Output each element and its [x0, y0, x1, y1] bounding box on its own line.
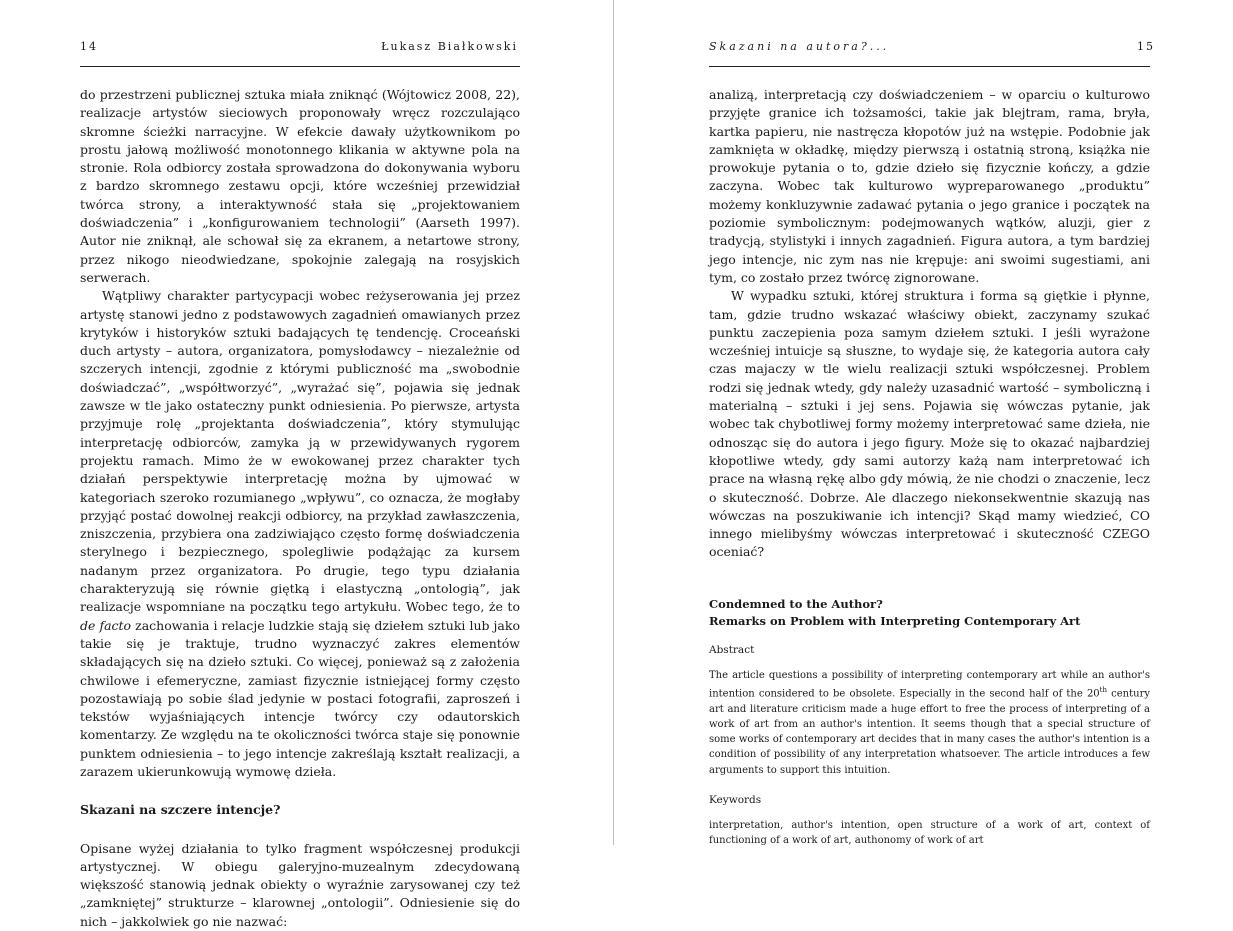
- paragraph: Opisane wyżej działania to tylko fragment współczesnej produkcji artystycznej. W obiegu galeryjno-muzealnym zdecydowaną większość stanowią jednak obiekty o wyraźnie zarysowanej czy też „zamkniętej” strukturze – klarownej „ontologii”. Odniesienie się do nich – jakkolwiek go nie nazwać:: [80, 840, 520, 929]
- right-body-text: [709, 86, 1150, 848]
- section-heading: Skazani na szczere intencje?: [80, 802, 281, 818]
- running-head-author: Łukasz Białkowski: [381, 40, 518, 53]
- paragraph: [80, 287, 520, 781]
- paragraph: analizą, interpretacją czy doświadczeniem – w oparciu o kulturowo przyjęte granice ich tożsamości, takie jak blejtram, rama, bryła, kartka papieru, nie nastręcza kłopotów już na wstępie. Podobnie jak zamknięta w okładkę, między pierwszą i ostatnią stroną, książka nie prowokuje pytania o to, gdzie dzieło się fizycznie kończy, a gdzie zaczyna. Wobec tak kulturowo wypreparowanego „produktu” możemy konkluzywnie zadawać pytania o jego granice i początek na poziomie symbolicznym: podejmowanych wątków, aluzji, gier z tradycją, stylistyki i innych zagadnień. Figura autora, a tym bardziej jego intencje, nic zym nas nie krępuje: ani swoimi sugestiami, ani tym, co zostało przez twórcę zignorowane.: [709, 87, 1150, 285]
- page-number: 14: [80, 40, 98, 53]
- english-subtitle: Remarks on Problem with Interpreting Contemporary Art: [709, 613, 1081, 628]
- superscript: th: [1099, 686, 1107, 695]
- paragraph-text: zachowania i relacje ludzkie stają się dziełem sztuki lub jako takie się je traktuje, trudno wyznaczyć zakres elementów składających się na dzieło sztuki. Co więcej, ponieważ są z założenia chwilowe i efemeryczne, zamiast fizycznie istniejącej formy często pozostawiają po sobie ślad jedynie w postaci fotografii, zaproszeń i tekstów wyjaśniających intencje twórcy czy odautorskich komentarzy. Ze względu na te okoliczności twórca staje się ponownie punktem odniesienia – to jego intencje zakreślają kształt realizacji, a zarazem ukierunkowują wymowę dzieła.: [80, 617, 520, 779]
- abstract-text-part: The article questions a possibility of interpreting contemporary art while an author's intention considered to be obsolete. Especially in the second half of the 20: [709, 670, 1150, 700]
- page-number: 15: [1137, 40, 1155, 53]
- abstract-label: Abstract: [709, 643, 755, 656]
- right-page: [616, 0, 1233, 845]
- header-rule: [709, 66, 1150, 67]
- paragraph-text: Wątpliwy charakter partycypacji wobec reżyserowania jej przez artystę stanowi jedno z podstawowych zagadnień omawianych przez krytyków i historyków sztuki badających tę tendencję. Croceański duch artysty – autora, organizatora, pomysłodawcy – niezależnie od szczerych intencji, zgodnie z którymi publiczność ma „swobodnie doświadczać”, „współtworzyć”, „wyrażać się”, pojawia się jednak zawsze w tle jako ostateczny punkt odniesienia. Po pierwsze, artysta przyjmuje rolę „projektanta doświadczenia”, który stymulując interpretację odbiorców, zamyka ją w przewidywanych rygorem projektu ramach. Mimo że w ewokowanej przez charakter tych działań perspektywie interpretację można by ujmować w kategoriach szeroko rozumianego „wpływu”, co oznacza, że mogłaby przyjąć postać dowolnej reakcji odbiorcy, na przykład zawłaszczenia, zniszczenia, przybiera ona zadziwiająco często formę doświadczenia sterylnego i bezpiecznego, spolegliwie podążając za kursem nadanym przez organizatora. Po drugie, tego typu działania charakteryzują się równie giętką i elastyczną „ontologią”, jak realizacje wspomniane na początku tego artykułu. Wobec tego, że to: [80, 288, 520, 615]
- left-page: [0, 0, 610, 929]
- keywords-label: Keywords: [709, 793, 762, 806]
- paragraph: W wypadku sztuki, której struktura i forma są giętkie i płynne, tam, gdzie trudno wskazać właściwy obiekt, zaczynamy szukać punktu zaczepienia poza samym dziełem sztuki. I jeśli wyrażone wcześniej intuicje są słuszne, to wydaje się, że kategoria autora cały czas majaczy w tle wielu realizacji sztuki współczesnej. Problem rodzi się jednak wtedy, gdy należy uzasadnić wartość – symboliczną i materialną – sztuki i jej sens. Pojawia się wówczas pytanie, jak wobec tak chybotliwej formy możemy interpretować same dzieła, nie odnosząc się do autora i jego figury. Może się to okazać najbardziej kłopotliwe wtedy, gdy sami autorzy każą nam interpretować ich prace na własną rękę albo gdy mówią, że nie chodzi o znaczenie, lecz o skuteczność. Dobrze. Ale dlaczego niekonsekwentnie skazują nas wówczas na poszukiwanie ich intencji? Skąd mamy wiedzieć, CO innego mielibyśmy wówczas interpretować i skuteczność CZEGO oceniać?: [709, 288, 1150, 560]
- header-rule: [80, 66, 520, 67]
- running-head-title: Skazani na autora?...: [709, 40, 890, 53]
- english-title: Condemned to the Author?: [709, 596, 883, 611]
- keywords-text: interpretation, author's intention, open structure of a work of art, context of functioning of a work of art, authonomy of work of art: [709, 820, 1150, 847]
- italic-phrase: de facto: [80, 617, 132, 633]
- abstract-text-part: century art and literature criticism made a huge effort to free the process of interpreting of a work of art from an author's intention. It seems though that a special structure of some works of contemporary art decides that in many cases the author's intention is a condition of possibility of any interpretation whatsoever. The article introduces a few arguments to support this intuition.: [709, 688, 1150, 776]
- abstract-text: [709, 668, 1150, 778]
- paragraph: do przestrzeni publicznej sztuka miała zniknąć (Wójtowicz 2008, 22), realizacje artystów sieciowych proponowały wręcz rozczulająco skromne ścieżki narracyjne. W efekcie dawały użytkownikom po prostu jałową możliwość monotonnego klikania w aktywne pola na stronie. Rola odbiorcy została sprowadzona do dokonywania wyboru z bardzo skromnego zestawu opcji, które wcześniej przewidział twórca strony, a interaktywność stała się „projektowaniem doświadczenia” i „konfigurowaniem technologii” (Aarseth 1997). Autor nie zniknął, ale schował się za ekranem, a netartowe strony, przez nikogo nieodwiedzane, spokojnie zalegają na rosyjskich serwerach.: [80, 87, 520, 285]
- page-gutter: [613, 0, 614, 845]
- left-body-text: [80, 86, 520, 931]
